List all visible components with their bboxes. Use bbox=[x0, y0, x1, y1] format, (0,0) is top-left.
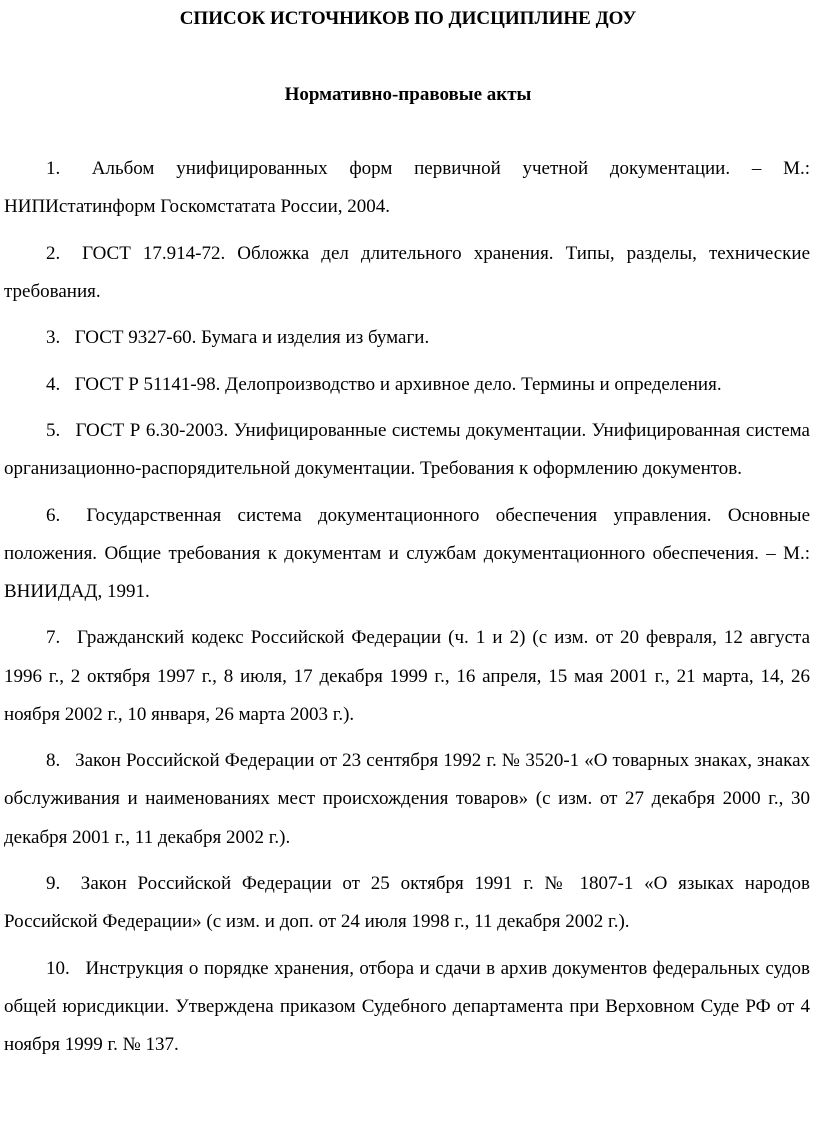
item-number: 5. bbox=[46, 419, 61, 441]
item-text: ГОСТ Р 6.30-2003. Унифицированные системы документации. Унифицированная система организационно-распорядительной документации. Требования к оформлению документов. bbox=[4, 419, 810, 480]
item-text: Государственная система документационного обеспечения управления. Основные положения. Общие требования к документам и службам документационного обеспечения. – М.: ВНИИДАД, 1991. bbox=[4, 504, 811, 602]
list-item bbox=[4, 950, 810, 1065]
item-text: ГОСТ 9327-60. Бумага и изделия из бумаги. bbox=[74, 327, 430, 349]
document-title: СПИСОК ИСТОЧНИКОВ ПО ДИСЦИПЛИНЕ ДОУ bbox=[179, 8, 637, 29]
item-number: 4. bbox=[46, 373, 61, 395]
list-item bbox=[4, 319, 810, 357]
item-text: ГОСТ Р 51141-98. Делопроизводство и архивное дело. Термины и определения. bbox=[74, 373, 722, 395]
list-item bbox=[4, 742, 810, 857]
list-item bbox=[4, 412, 810, 488]
list-item bbox=[4, 865, 810, 941]
list-item bbox=[4, 619, 810, 734]
list-item bbox=[4, 497, 810, 612]
source-list bbox=[4, 150, 810, 1072]
list-item bbox=[4, 150, 810, 226]
item-number: 3. bbox=[46, 327, 61, 349]
item-text: Закон Российской Федерации от 23 сентября 1992 г. № 3520-1 «О товарных знаках, знаках обслуживания и наименованиях мест происхождения товаров» (с изм. от 27 декабря 2000 г., 30 декабря 2001 г., 11 декабря 2002 г.). bbox=[4, 750, 811, 848]
item-number: 1. bbox=[46, 158, 61, 179]
item-number: 7. bbox=[46, 627, 61, 649]
item-text: Альбом унифицированных форм первичной учетной документации. – М.: НИПИстатинформ Госкомстатата России, 2004. bbox=[4, 158, 811, 218]
item-text: Закон Российской Федерации от 25 октября 1991 г. № 1807-1 «О языках народов Российской Федерации» (с изм. и доп. от 24 июля 1998 г., 11 декабря 2002 г.). bbox=[4, 872, 811, 933]
list-item bbox=[4, 366, 810, 404]
item-text: ГОСТ 17.914-72. Обложка дел длительного хранения. Типы, разделы, технические требования. bbox=[4, 242, 810, 302]
item-number: 9. bbox=[46, 872, 61, 894]
item-number: 10. bbox=[46, 957, 70, 979]
list-item bbox=[4, 235, 810, 311]
item-number: 6. bbox=[46, 504, 61, 526]
item-text: Гражданский кодекс Российской Федерации (ч. 1 и 2) (с изм. от 20 февраля, 12 августа 1996 г., 2 октября 1997 г., 8 июля, 17 декабря 1999 г., 16 апреля, 15 мая 2001 г., 21 марта, 14, 26 ноября 2002 г., 10 января, 26 марта 2003 г.). bbox=[4, 627, 811, 725]
item-text: Инструкция о порядке хранения, отбора и сдачи в архив документов федеральных судов общей юрисдикции. Утверждена приказом Судебного департамента при Верховном Суде РФ от 4 ноября 1999 г. № 137. bbox=[4, 957, 811, 1055]
section-title: Нормативно-правовые акты bbox=[284, 84, 532, 105]
item-number: 8. bbox=[46, 750, 61, 772]
item-number: 2. bbox=[46, 242, 61, 264]
